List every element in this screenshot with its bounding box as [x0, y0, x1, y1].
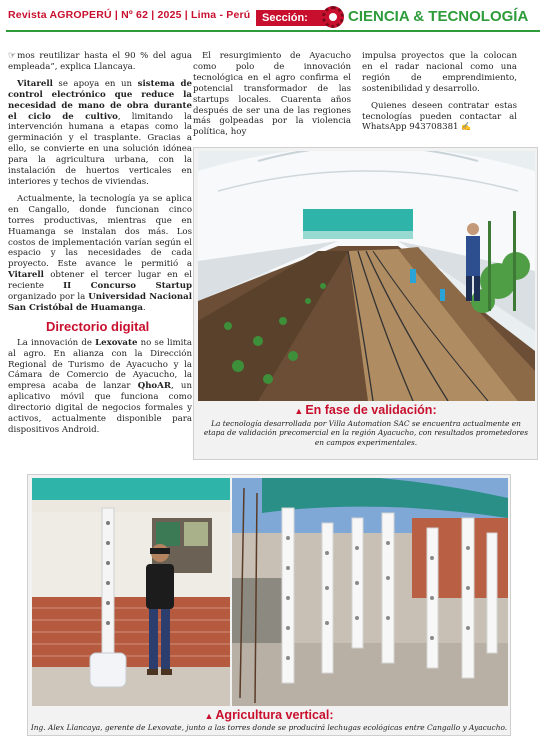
- pointing-hand-icon: ☞: [8, 51, 17, 61]
- paragraph-contact: Quienes deseen contratar estas tecnologías pueden contactar al WhatsApp 943708381 ✍: [362, 100, 517, 133]
- lead-paragraph: [8, 51, 192, 73]
- section-label: Sección:: [256, 10, 331, 26]
- end-mark-icon: ✍: [461, 122, 472, 132]
- photo1-caption-title: ▲ En fase de validación:: [294, 403, 437, 417]
- column-1: [8, 51, 192, 436]
- triangle-icon: ▲: [294, 406, 304, 416]
- greenhouse-image: [198, 151, 535, 401]
- paragraph-lexovate: La innovación de Lexovate no se limita al agro. En alianza con la Dirección Regional de Turismo de Ayacucho y la Cámara de Comercio de Ayacucho, la empresa acaba de lanzar QhoAR, un aplicativo móvil que funciona como directorio digital de negocios formales y activos, actualmente disponible para dispositivos Android.: [8, 337, 193, 435]
- section-title: CIENCIA & TECNOLOGÍA: [348, 8, 529, 25]
- page-header: [0, 0, 545, 34]
- column-3: [362, 51, 517, 133]
- paragraph-ayacucho: El resurgimiento de Ayacucho como polo de innovación tecnológica en el agro confirma el potencial transformador de las startups locales. Cuarenta años después de ser una de las regiones más golpeadas por la violencia política, hoy: [193, 51, 351, 138]
- triangle-icon: ▲: [204, 711, 214, 721]
- masthead: Revista AGROPERÚ | Nº 62 | 2025 | Lima - Perú: [8, 9, 251, 21]
- lead-text: mos reutilizar hasta el 90 % del agua empleada”, explica Llancaya.: [8, 51, 192, 72]
- section-banner: [250, 8, 540, 28]
- column-2: [193, 51, 351, 138]
- paragraph-vitarell: Vitarell se apoya en un sistema de control electrónico que reduce la necesidad de mano de obra durante el ciclo de cultivo, limitando la intervención humana a etapas como la germinación y el trasplante. Gracias a ello, se convierte en una solución idónea para la agricultura urbana, con la instalación de huertos verticales en interiores y techos de viviendas.: [8, 78, 193, 187]
- subheading-directorio: Directorio digital: [46, 318, 150, 334]
- header-divider: [6, 30, 540, 32]
- photo2-caption-title: ▲ Agricultura vertical:: [204, 708, 334, 722]
- paragraph-cangallo: Actualmente, la tecnología ya se aplica en Cangallo, donde funcionan cinco torres productivas, mientras que en Huamanga se instalan dos más. Los costos de implementación varían según el espacio y las necesidades de cada proyecto. Este avance le permitió a Vitarell obtener el tercer lugar en el reciente II Concurso Startup organizado por la Universidad Nacional San Cristóbal de Huamanga.: [8, 193, 192, 313]
- vertical-farming-photo: [27, 474, 511, 736]
- photo1-caption-text: La tecnología desarrollada por Villa Automation SAC se encuentra actualmente en etapa de validación precomercial en la región Ayacucho, con resultados prometedores en campos experimentales.: [203, 419, 529, 447]
- gear-icon: [322, 6, 344, 28]
- paragraph-radar: impulsa proyectos que la colocan en el radar nacional como una región de emprendimiento, sostenibilidad y desarrollo.: [362, 51, 517, 94]
- photo2-caption-text: Ing. Alex Llancaya, gerente de Lexovate, junto a las torres donde se producirá lechugas ecológicas entre Cangallo y Ayacucho.: [30, 723, 508, 732]
- vertical-farming-image: [32, 478, 508, 706]
